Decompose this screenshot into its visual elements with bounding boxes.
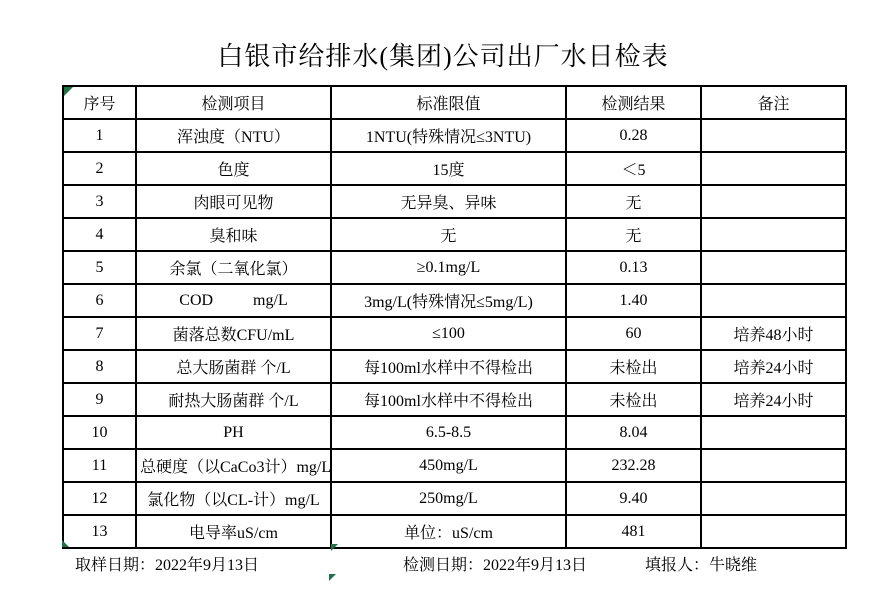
excel-corner-marker-icon [331, 544, 338, 551]
cell-result: 无 [566, 218, 701, 251]
footer [0, 552, 886, 574]
cell-limit: ≥0.1mg/L [331, 251, 566, 284]
col-header-no: 序号 [63, 86, 136, 119]
cell-result: 232.28 [566, 449, 701, 482]
cell-remark [701, 284, 846, 317]
cell-no: 4 [63, 218, 136, 251]
cell-item: COD mg/L [136, 284, 331, 317]
cell-remark [701, 185, 846, 218]
col-header-result: 检测结果 [566, 86, 701, 119]
cell-result: 481 [566, 515, 701, 548]
table-row [63, 317, 846, 350]
table-row [63, 449, 846, 482]
cell-item: 耐热大肠菌群 个/L [136, 383, 331, 416]
cell-limit: 3mg/L(特殊情况≤5mg/L) [331, 284, 566, 317]
cell-remark [701, 119, 846, 152]
cell-limit: 6.5-8.5 [331, 416, 566, 449]
table-row [63, 284, 846, 317]
table-row [63, 515, 846, 548]
cell-item: 浑浊度（NTU） [136, 119, 331, 152]
reporter-label: 填报人：牛晓维 [645, 557, 758, 574]
cell-no: 7 [63, 317, 136, 350]
cell-result: 无 [566, 185, 701, 218]
table-row [63, 218, 846, 251]
col-header-item: 检测项目 [136, 86, 331, 119]
cell-item: 肉眼可见物 [136, 185, 331, 218]
excel-corner-marker-icon [62, 540, 69, 547]
cell-remark [701, 482, 846, 515]
cell-limit: ≤100 [331, 317, 566, 350]
cell-no: 11 [63, 449, 136, 482]
cell-remark: 培养24小时 [701, 383, 846, 416]
cell-no: 8 [63, 350, 136, 383]
cell-limit: 无 [331, 218, 566, 251]
cell-item: PH [136, 416, 331, 449]
table-row [63, 383, 846, 416]
cell-result: 未检出 [566, 383, 701, 416]
table-header-row [63, 86, 846, 119]
test-date-label: 检测日期：2022年9月13日 [403, 557, 588, 574]
inspection-table [62, 85, 847, 549]
cell-limit: 250mg/L [331, 482, 566, 515]
cell-item: 臭和味 [136, 218, 331, 251]
cell-no: 1 [63, 119, 136, 152]
cell-no: 3 [63, 185, 136, 218]
cell-result: 0.13 [566, 251, 701, 284]
cell-no: 5 [63, 251, 136, 284]
cell-remark [701, 251, 846, 284]
cell-limit: 1NTU(特殊情况≤3NTU) [331, 119, 566, 152]
cell-item: 色度 [136, 152, 331, 185]
cell-no: 2 [63, 152, 136, 185]
cell-limit: 单位：uS/cm [331, 515, 566, 548]
table-row [63, 185, 846, 218]
excel-corner-marker-icon [329, 574, 336, 581]
cell-remark [701, 218, 846, 251]
cell-no: 9 [63, 383, 136, 416]
col-header-remark: 备注 [701, 86, 846, 119]
sampling-date-label: 取样日期：2022年9月13日 [75, 557, 260, 574]
cell-limit: 15度 [331, 152, 566, 185]
cell-no: 12 [63, 482, 136, 515]
cell-item: 氯化物（以CL-计）mg/L [136, 482, 331, 515]
table-row [63, 350, 846, 383]
cell-remark: 培养24小时 [701, 350, 846, 383]
page-title: 白银市给排水(集团)公司出厂水日检表 [217, 42, 669, 71]
cell-item: 菌落总数CFU/mL [136, 317, 331, 350]
cell-item: 总硬度（以CaCo3计）mg/L [136, 449, 331, 482]
table-row [63, 482, 846, 515]
cell-limit: 每100ml水样中不得检出 [331, 383, 566, 416]
cell-remark [701, 152, 846, 185]
cell-result: 9.40 [566, 482, 701, 515]
table-row [63, 152, 846, 185]
cell-result: 60 [566, 317, 701, 350]
cell-result: 0.28 [566, 119, 701, 152]
cell-limit: 450mg/L [331, 449, 566, 482]
cell-no: 10 [63, 416, 136, 449]
cell-remark: 培养48小时 [701, 317, 846, 350]
cell-item: 总大肠菌群 个/L [136, 350, 331, 383]
cell-remark [701, 449, 846, 482]
excel-corner-marker-icon [64, 87, 73, 96]
cell-limit: 无异臭、异味 [331, 185, 566, 218]
cell-result: 8.04 [566, 416, 701, 449]
cell-item: 电导率uS/cm [136, 515, 331, 548]
col-header-limit: 标准限值 [331, 86, 566, 119]
table-row [63, 251, 846, 284]
cell-limit: 每100ml水样中不得检出 [331, 350, 566, 383]
cell-no: 6 [63, 284, 136, 317]
table-row [63, 119, 846, 152]
table-row [63, 416, 846, 449]
cell-remark [701, 515, 846, 548]
cell-item: 余氯（二氧化氯） [136, 251, 331, 284]
cell-no: 13 [63, 515, 136, 548]
cell-result: 1.40 [566, 284, 701, 317]
cell-result: ＜5 [566, 152, 701, 185]
cell-remark [701, 416, 846, 449]
cell-result: 未检出 [566, 350, 701, 383]
